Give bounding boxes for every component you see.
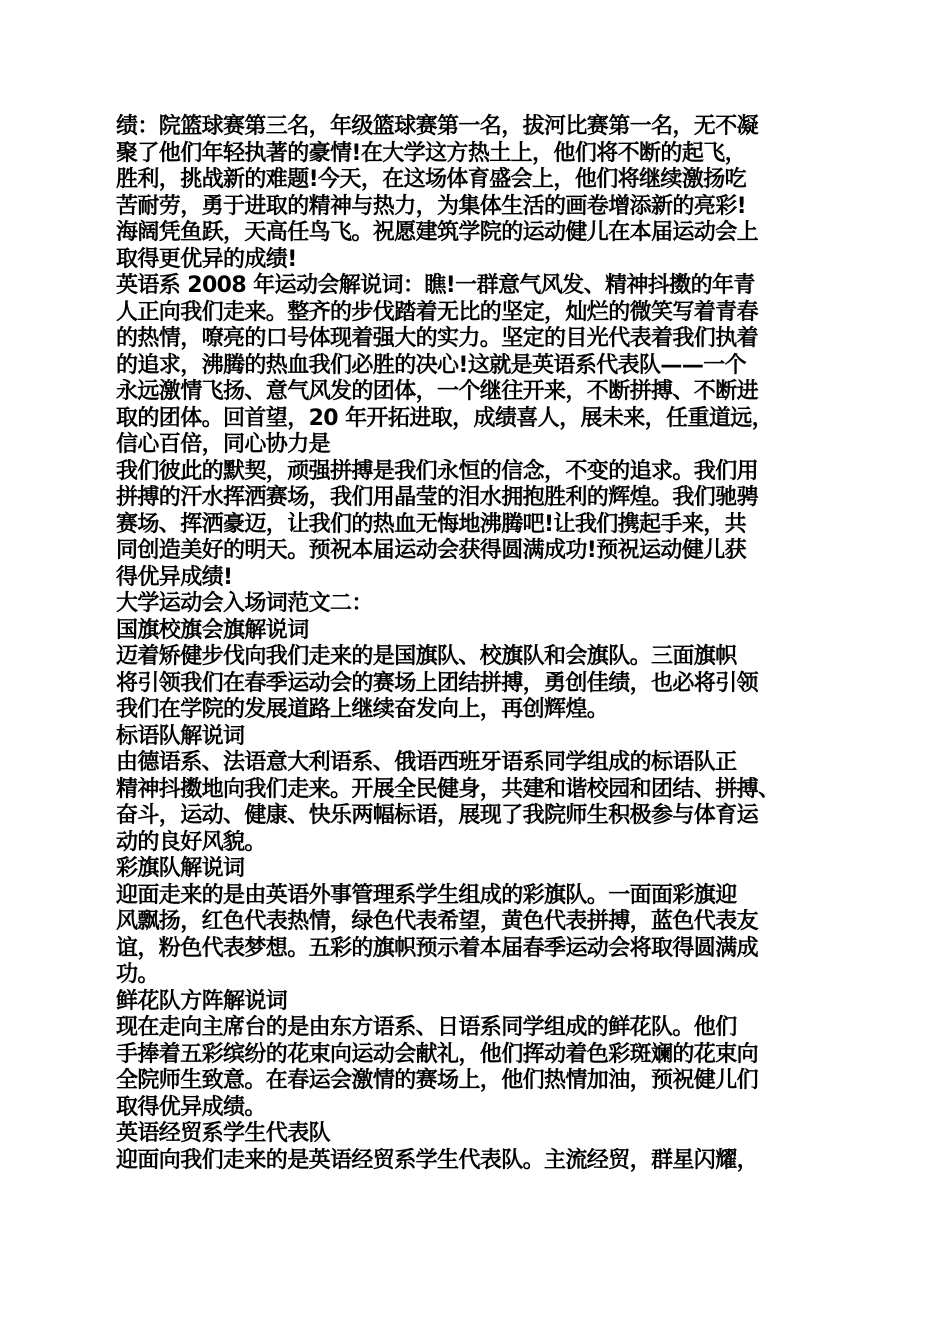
text-line: 取得优异成绩。	[116, 1094, 266, 1120]
text-line: 由德语系、法语意大利语系、俄语西班牙语系同学组成的标语队正	[116, 750, 737, 775]
text-line: 迎面走来的是由英语外事管理系学生组成的彩旗队。一面面彩旗迎	[116, 882, 737, 908]
text-line: 功。	[116, 962, 159, 987]
text-line: 赛场、挥洒豪迈，让我们的热血无悔地沸腾吧!让我们携起手来，共	[116, 511, 747, 537]
text-line: 的热情，嘹亮的口号体现着强大的实力。坚定的目光代表着我们执着	[116, 326, 759, 351]
text-line: 将引领我们在春季运动会的赛场上团结拼搏，勇创佳绩，也必将引领	[116, 670, 759, 696]
section-heading: 标语队解说词	[116, 723, 245, 749]
text-line: 永远激情飞扬、意气风发的团体，一个继往开来，不断拼搏、不断进	[116, 379, 759, 404]
text-line: 取的团体。回首望，20 年开拓进取，成绩喜人，展未来，任重道远，	[116, 405, 774, 431]
section-heading: 大学运动会入场词范文二：	[116, 591, 373, 616]
text-line: 聚了他们年轻执著的豪情!在大学这方热土上，他们将不断的起飞，	[116, 140, 747, 166]
text-line: 谊，粉色代表梦想。五彩的旗帜预示着本届春季运动会将取得圆满成	[116, 935, 759, 961]
section-heading: 鲜花队方阵解说词	[116, 988, 288, 1014]
text-line: 我们彼此的默契，顽强拼搏是我们永恒的信念，不变的追求。我们用	[116, 458, 759, 484]
section-heading: 英语经贸系学生代表队	[116, 1121, 331, 1146]
text-line: 我们在学院的发展道路上继续奋发向上，再创辉煌。	[116, 697, 609, 722]
text-line: 精神抖擞地向我们走来。开展全民健身，共建和谐校园和团结、拼搏、	[116, 776, 780, 802]
text-line: 海阔凭鱼跃，天高任鸟飞。祝愿建筑学院的运动健儿在本届运动会上	[116, 220, 759, 245]
text-line: 取得更优异的成绩!	[116, 246, 297, 272]
text-line: 风飘扬，红色代表热情，绿色代表希望，黄色代表拼搏，蓝色代表友	[116, 909, 759, 934]
text-line: 英语系 2008 年运动会解说词：瞧!一群意气风发、精神抖擞的年青	[116, 273, 755, 298]
text-line: 得优异成绩!	[116, 564, 233, 590]
text-line: 迈着矫健步伐向我们走来的是国旗队、校旗队和会旗队。三面旗帜	[116, 644, 737, 669]
text-line: 人正向我们走来。整齐的步伐踏着无比的坚定，灿烂的微笑写着青春	[116, 299, 759, 325]
text-line: 信心百倍，同心协力是	[116, 432, 331, 457]
text-line: 手捧着五彩缤纷的花束向运动会献礼，他们挥动着色彩斑斓的花束向	[116, 1041, 759, 1067]
text-line: 拼搏的汗水挥洒赛场，我们用晶莹的泪水拥抱胜利的辉煌。我们驰骋	[116, 485, 759, 510]
text-line: 胜利，挑战新的难题!今天，在这场体育盛会上，他们将继续激扬吃	[116, 167, 747, 192]
text-line: 动的良好风貌。	[116, 829, 266, 855]
section-heading: 彩旗队解说词	[116, 856, 245, 881]
text-line: 同创造美好的明天。预祝本届运动会获得圆满成功!预祝运动健儿获	[116, 538, 747, 563]
text-line: 奋斗，运动、健康、快乐两幅标语，展现了我院师生积极参与体育运	[116, 803, 759, 828]
text-line: 苦耐劳，勇于进取的精神与热力，为集体生活的画卷增添新的亮彩!	[116, 193, 747, 219]
text-line: 的追求，沸腾的热血我们必胜的决心!这就是英语系代表队——一个	[116, 352, 747, 378]
text-line: 全院师生致意。在春运会激情的赛场上，他们热情加油，预祝健儿们	[116, 1068, 759, 1093]
text-line: 迎面向我们走来的是英语经贸系学生代表队。主流经贸，群星闪耀，	[116, 1147, 759, 1173]
document-text	[116, 114, 856, 1174]
section-heading: 国旗校旗会旗解说词	[116, 617, 309, 643]
text-line: 现在走向主席台的是由东方语系、日语系同学组成的鲜花队。他们	[116, 1015, 737, 1040]
text-line: 绩：院篮球赛第三名，年级篮球赛第一名，拔河比赛第一名，无不凝	[116, 114, 759, 139]
